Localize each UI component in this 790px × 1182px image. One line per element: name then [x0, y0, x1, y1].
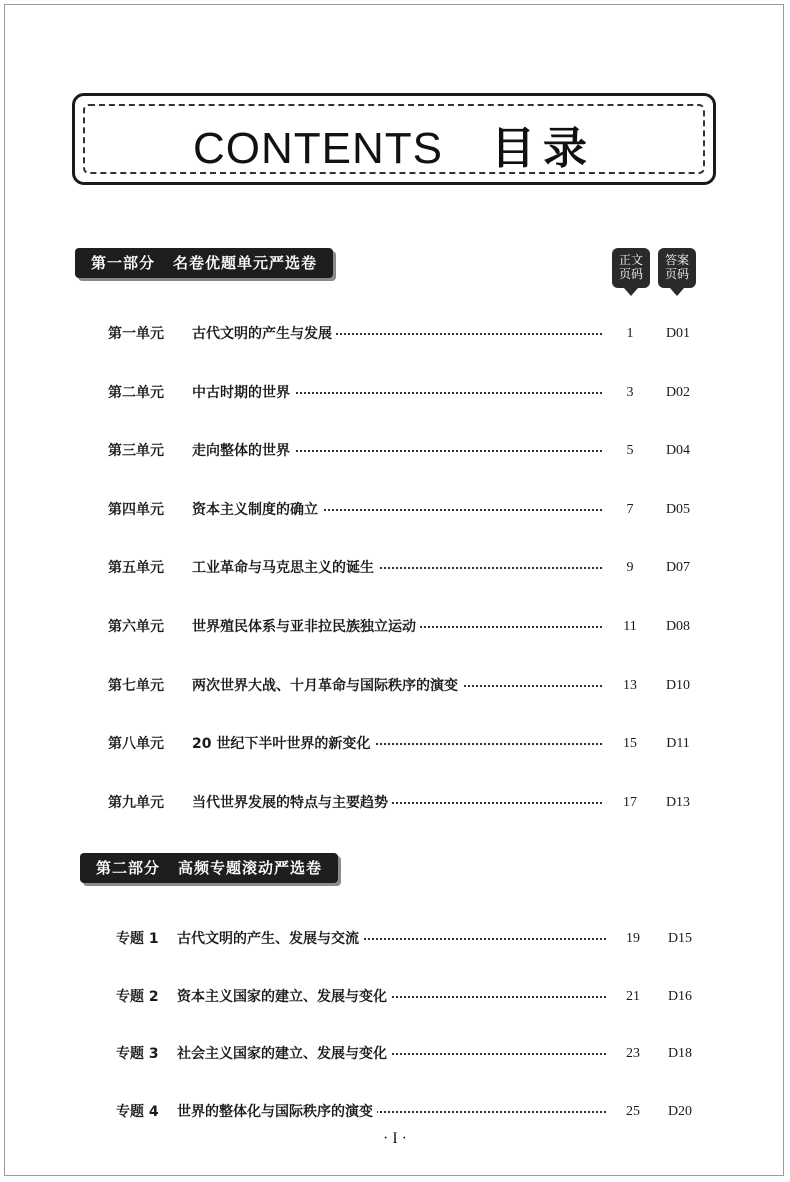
- toc-entry-title: 古代文明的产生与发展: [192, 323, 336, 345]
- toc-entry-answer-page: D08: [665, 619, 691, 634]
- toc-entry-title: 两次世界大战、十月革命与国际秩序的演变: [192, 675, 462, 697]
- toc-entry-answer-page: D11: [666, 736, 690, 752]
- toc-entry-title: 中古时期的世界: [192, 382, 294, 404]
- part1-name: 名卷优题单元严选卷: [173, 254, 318, 272]
- toc-entry[interactable]: [0, 675, 790, 697]
- toc-entry-page: 5: [626, 443, 634, 459]
- title-english: CONTENTS: [193, 124, 443, 173]
- toc-entry-title: 20 世纪下半叶世界的新变化: [192, 733, 374, 755]
- toc-entry-answer-page: D02: [665, 384, 691, 400]
- part1-label: 第一部分: [91, 254, 156, 272]
- toc-entry[interactable]: [0, 928, 790, 950]
- toc-entry-page: 25: [626, 1103, 640, 1119]
- toc-entry-title: 当代世界发展的特点与主要趋势: [192, 792, 392, 814]
- toc-entry-page: 15: [623, 736, 637, 752]
- toc-entry-label: 第五单元: [108, 560, 164, 577]
- toc-entry-page: 3: [626, 384, 634, 400]
- text-page-tag-line2: 页码: [618, 267, 643, 281]
- toc-entry-label: 第四单元: [108, 501, 164, 518]
- part2-name: 高频专题滚动严选卷: [178, 859, 323, 877]
- toc-entry-page: 21: [626, 988, 640, 1004]
- toc-entry[interactable]: [0, 792, 790, 814]
- toc-entry[interactable]: [0, 986, 790, 1008]
- toc-entry[interactable]: [0, 382, 790, 404]
- toc-entry-label: 第八单元: [108, 736, 164, 753]
- arrow-down-icon: [670, 288, 684, 296]
- toc-entry-page: 23: [626, 1046, 640, 1061]
- toc-entry-title: 社会主义国家的建立、发展与变化: [177, 1043, 391, 1065]
- toc-entry-answer-page: D01: [665, 326, 691, 341]
- toc-entry-title: 走向整体的世界: [192, 440, 294, 462]
- answer-page-tag-line1: 答案: [664, 253, 689, 267]
- toc-entry[interactable]: [0, 733, 790, 755]
- part2-label: 第二部分: [96, 859, 161, 877]
- toc-entry-page: 11: [623, 619, 637, 634]
- toc-entry-label: 第二单元: [108, 384, 164, 401]
- toc-entry-title: 古代文明的产生、发展与交流: [177, 928, 363, 950]
- toc-entry-page: 13: [623, 677, 637, 693]
- toc-entry-label: 第三单元: [108, 443, 164, 460]
- toc-entry-page: 17: [623, 794, 637, 810]
- answer-page-column-tag: [658, 248, 696, 288]
- page-number: · I ·: [383, 1130, 407, 1147]
- toc-entry-title: 资本主义制度的确立: [192, 499, 322, 521]
- toc-entry-answer-page: D05: [665, 501, 691, 517]
- toc-entry-answer-page: D16: [667, 988, 693, 1004]
- page-title: [75, 112, 713, 176]
- toc-entry-title: 世界殖民体系与亚非拉民族独立运动: [192, 616, 420, 638]
- toc-entry-label: 专题 4: [116, 1103, 159, 1120]
- toc-entry-page: 7: [626, 501, 634, 517]
- text-page-tag-line1: 正文: [618, 253, 643, 267]
- part2-banner: [80, 853, 338, 883]
- title-chinese: 目录: [491, 124, 595, 173]
- toc-entry[interactable]: [0, 616, 790, 638]
- answer-page-tag-line2: 页码: [664, 267, 689, 281]
- contents-title-box: [72, 93, 716, 185]
- toc-entry-page: 9: [626, 560, 634, 576]
- toc-entry-page: 1: [626, 326, 634, 341]
- toc-entry-label: 第一单元: [108, 326, 164, 342]
- text-page-column-tag: [612, 248, 650, 288]
- arrow-down-icon: [624, 288, 638, 296]
- toc-entry-title: 世界的整体化与国际秩序的演变: [177, 1101, 377, 1123]
- toc-entry-page: 19: [626, 931, 640, 946]
- toc-entry[interactable]: [0, 1101, 790, 1123]
- toc-entry-answer-page: D18: [667, 1046, 693, 1061]
- toc-entry[interactable]: [0, 499, 790, 521]
- toc-entry-label: 第六单元: [108, 619, 164, 635]
- toc-entry-label: 专题 1: [116, 931, 159, 947]
- toc-entry-answer-page: D13: [665, 794, 691, 810]
- toc-entry-title: 工业革命与马克思主义的诞生: [192, 557, 378, 579]
- toc-entry-answer-page: D07: [665, 560, 691, 576]
- part1-banner: [75, 248, 333, 278]
- toc-entry-answer-page: D20: [667, 1103, 693, 1119]
- toc-entry[interactable]: [0, 1043, 790, 1065]
- toc-entry-label: 专题 3: [116, 1046, 159, 1062]
- toc-entry-label: 专题 2: [116, 988, 159, 1005]
- toc-entry[interactable]: [0, 557, 790, 579]
- toc-entry-label: 第九单元: [108, 794, 164, 811]
- toc-entry[interactable]: [0, 440, 790, 462]
- toc-entry-answer-page: D15: [667, 931, 693, 946]
- toc-entry-answer-page: D04: [665, 443, 691, 459]
- toc-entry-title: 资本主义国家的建立、发展与变化: [177, 986, 391, 1008]
- toc-entry-answer-page: D10: [665, 677, 691, 693]
- toc-entry[interactable]: [0, 323, 790, 345]
- toc-entry-label: 第七单元: [108, 677, 164, 694]
